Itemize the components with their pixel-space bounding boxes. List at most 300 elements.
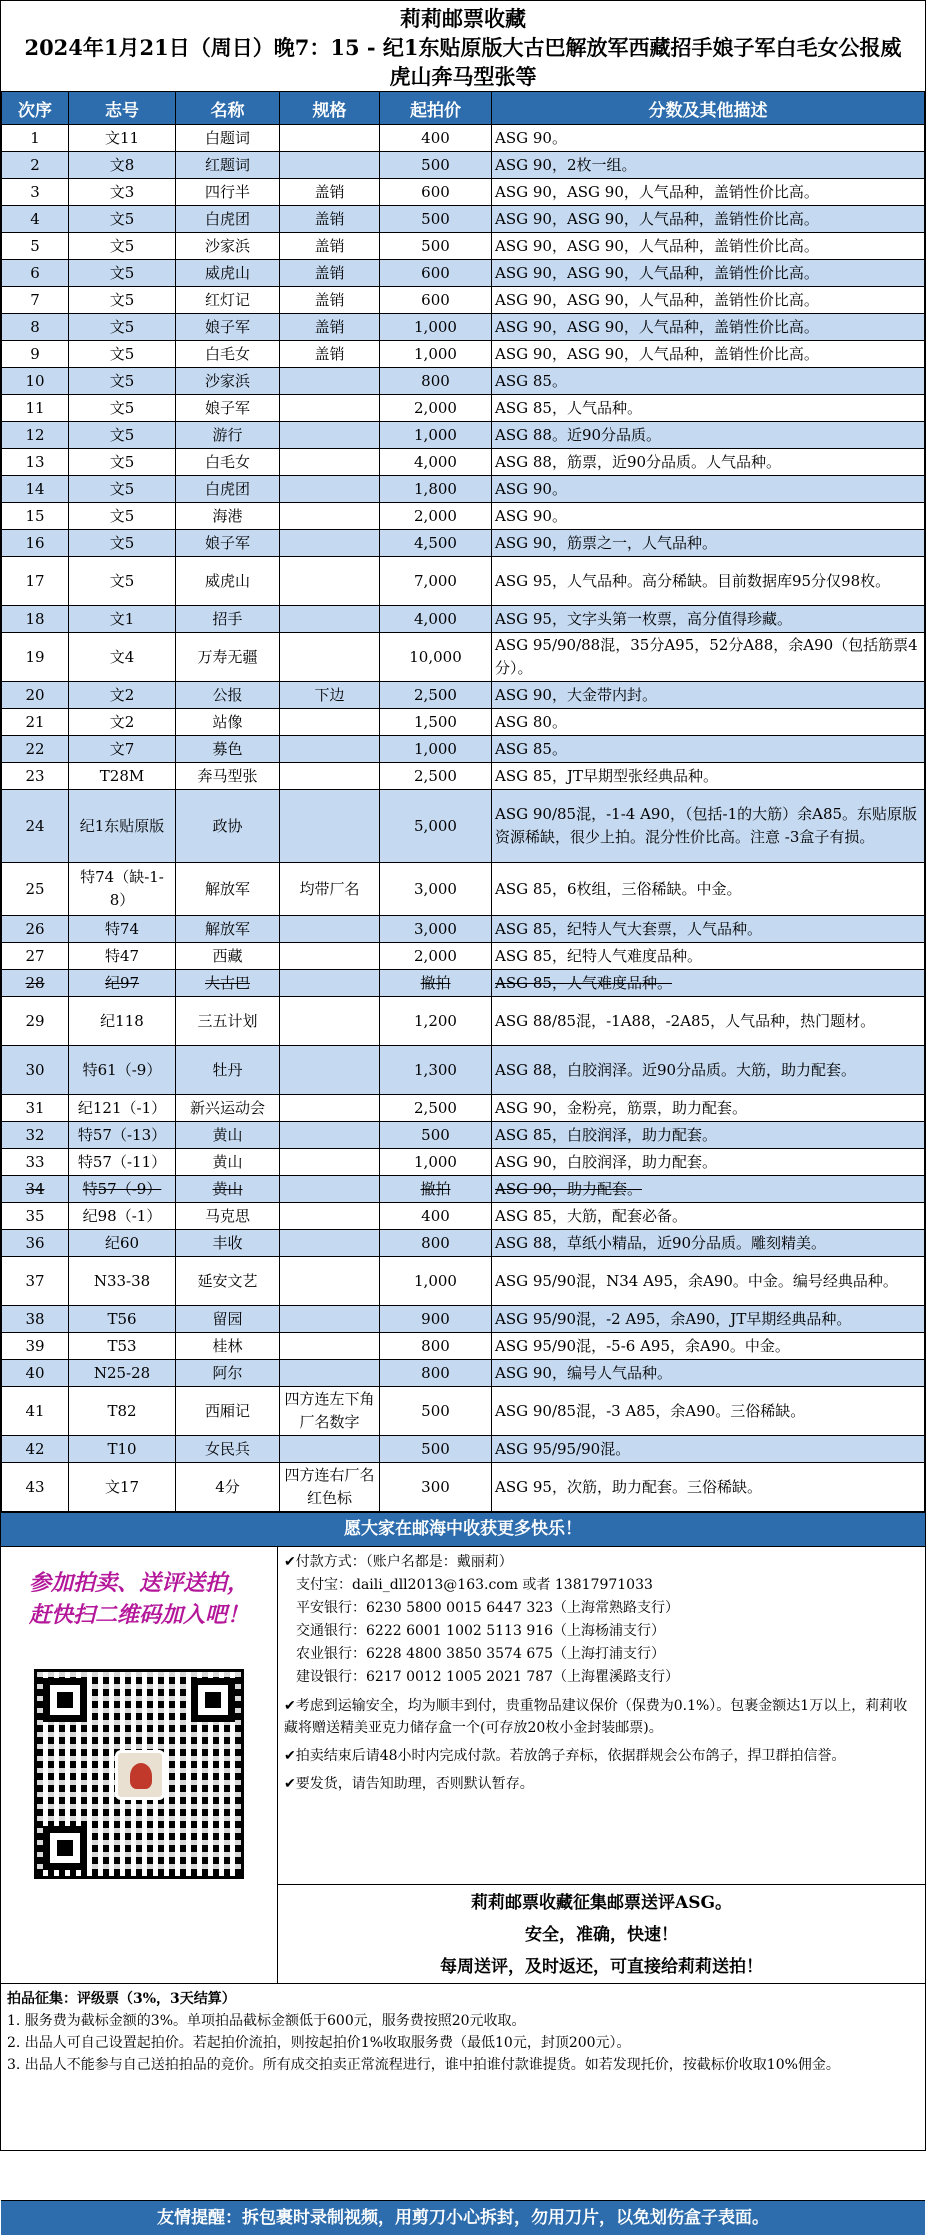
cell-name: 红灯记 [176, 287, 280, 314]
cell-no: 22 [2, 736, 69, 763]
table-row [2, 314, 925, 341]
cell-price: 300 [380, 1463, 492, 1512]
table-row [2, 206, 925, 233]
qr-code-icon[interactable] [34, 1669, 244, 1879]
cell-name: 白虎团 [176, 206, 280, 233]
cell-desc: ASG 90，ASG 90，人气品种，盖销性价比高。 [492, 260, 925, 287]
cell-no: 12 [2, 422, 69, 449]
cell-price: 2,000 [380, 395, 492, 422]
cell-name: 三五计划 [176, 997, 280, 1046]
cell-spec [280, 736, 380, 763]
table-row [2, 916, 925, 943]
table-row [2, 970, 925, 997]
cell-code: 文5 [69, 503, 176, 530]
cell-price: 400 [380, 125, 492, 152]
slogan-line1: 莉莉邮票收藏征集邮票送评ASG。 [471, 1893, 732, 1913]
cell-no: 34 [2, 1176, 69, 1203]
footer-reminder: 友情提醒：拆包裹时录制视频，用剪刀小心拆封，勿用刀片，以免划伤盒子表面。 [1, 2201, 925, 2235]
cell-spec: 盖销 [280, 233, 380, 260]
lots-table [1, 91, 925, 1512]
cell-price: 1,000 [380, 422, 492, 449]
cell-no: 33 [2, 1149, 69, 1176]
cell-no: 19 [2, 633, 69, 682]
cell-name: 沙家浜 [176, 368, 280, 395]
cell-desc: ASG 90，筋票之一，人气品种。 [492, 530, 925, 557]
cell-name: 白毛女 [176, 341, 280, 368]
cell-no: 15 [2, 503, 69, 530]
cell-no: 11 [2, 395, 69, 422]
cell-desc: ASG 95，人气品种。高分稀缺。目前数据库95分仅98枚。 [492, 557, 925, 606]
cell-no: 27 [2, 943, 69, 970]
cell-desc: ASG 90，助力配套。 [492, 1176, 925, 1203]
cell-price: 1,000 [380, 1149, 492, 1176]
cell-code: 文17 [69, 1463, 176, 1512]
cell-no: 24 [2, 790, 69, 863]
cell-no: 10 [2, 368, 69, 395]
cell-code: 文5 [69, 368, 176, 395]
cell-price: 10,000 [380, 633, 492, 682]
cell-no: 14 [2, 476, 69, 503]
cell-spec [280, 1149, 380, 1176]
cell-code: N33-38 [69, 1257, 176, 1306]
cell-price: 1,000 [380, 1257, 492, 1306]
cell-spec [280, 1176, 380, 1203]
cell-code: 文7 [69, 736, 176, 763]
cell-price: 600 [380, 179, 492, 206]
cell-desc: ASG 90，ASG 90，人气品种，盖销性价比高。 [492, 206, 925, 233]
cell-name: 红题词 [176, 152, 280, 179]
cell-name: 奔马型张 [176, 763, 280, 790]
consignment-item: 1. 服务费为截标金额的3%。单项拍品截标金额低于600元，服务费按照20元收取。 [7, 2013, 526, 2029]
cell-price: 600 [380, 260, 492, 287]
cell-price: 1,500 [380, 709, 492, 736]
table-row [2, 1046, 925, 1095]
cell-spec [280, 1203, 380, 1230]
cell-code: 特61（-9） [69, 1046, 176, 1095]
table-row [2, 1122, 925, 1149]
cell-desc: ASG 88，白胶润泽。近90分品质。大筋，助力配套。 [492, 1046, 925, 1095]
table-header-row [2, 92, 925, 125]
table-row [2, 763, 925, 790]
slogan-line3: 每周送评，及时返还，可直接给莉莉送拍！ [440, 1957, 763, 1977]
cell-no: 39 [2, 1333, 69, 1360]
cell-price: 4,500 [380, 530, 492, 557]
cell-price: 900 [380, 1306, 492, 1333]
cell-name: 4分 [176, 1463, 280, 1512]
auction-title-line2: 虎山奔马型张等 [389, 64, 537, 89]
table-row [2, 997, 925, 1046]
cell-spec [280, 606, 380, 633]
cell-spec [280, 1257, 380, 1306]
cell-name: 丰收 [176, 1230, 280, 1257]
cell-code: T10 [69, 1436, 176, 1463]
cell-code: 文2 [69, 709, 176, 736]
cell-spec [280, 125, 380, 152]
table-row [2, 1306, 925, 1333]
cell-desc: ASG 90，白胶润泽，助力配套。 [492, 1149, 925, 1176]
table-row [2, 1436, 925, 1463]
cell-no: 2 [2, 152, 69, 179]
cell-code: 文4 [69, 633, 176, 682]
cell-price: 800 [380, 368, 492, 395]
cell-desc: ASG 90，ASG 90，人气品种，盖销性价比高。 [492, 179, 925, 206]
cell-price: 800 [380, 1230, 492, 1257]
bank-line: 农业银行：6228 4800 3850 3574 675（上海打浦支行） [296, 1646, 666, 1662]
cell-name: 黄山 [176, 1122, 280, 1149]
table-row [2, 606, 925, 633]
cell-no: 37 [2, 1257, 69, 1306]
cell-no: 29 [2, 997, 69, 1046]
cell-price: 2,500 [380, 682, 492, 709]
cell-desc: ASG 85，JT早期型张经典品种。 [492, 763, 925, 790]
cell-desc: ASG 95/90/88混，35分A95，52分A88，余A90（包括筋票4分）。 [492, 633, 925, 682]
cell-code: 文5 [69, 395, 176, 422]
payment-info [278, 1547, 925, 1885]
cell-no: 40 [2, 1360, 69, 1387]
cell-code: 文5 [69, 449, 176, 476]
table-row [2, 503, 925, 530]
cell-desc: ASG 95/90混，-2 A95，余A90，JT早期经典品种。 [492, 1306, 925, 1333]
cell-spec [280, 943, 380, 970]
cell-code: 特74（缺-1-8） [69, 863, 176, 916]
info-section [1, 1547, 925, 1984]
cell-code: T53 [69, 1333, 176, 1360]
cell-name: 娘子军 [176, 395, 280, 422]
cell-price: 600 [380, 287, 492, 314]
cell-code: N25-28 [69, 1360, 176, 1387]
cell-spec: 四方连左下角厂名数字 [280, 1387, 380, 1436]
table-row [2, 395, 925, 422]
cell-desc: ASG 88，草纸小精品，近90分品质。雕刻精美。 [492, 1230, 925, 1257]
cell-code: 特47 [69, 943, 176, 970]
cell-code: 文8 [69, 152, 176, 179]
cell-code: 文5 [69, 476, 176, 503]
cell-code: 特57（-13） [69, 1122, 176, 1149]
cell-name: 延安文艺 [176, 1257, 280, 1306]
cell-desc: ASG 90/85混，-3 A85，余A90。三俗稀缺。 [492, 1387, 925, 1436]
cell-no: 18 [2, 606, 69, 633]
cell-code: T82 [69, 1387, 176, 1436]
cell-code: 文3 [69, 179, 176, 206]
cell-price: 5,000 [380, 790, 492, 863]
cell-spec: 盖销 [280, 314, 380, 341]
slogan-line2: 安全，准确，快速！ [525, 1925, 678, 1945]
cell-desc: ASG 85，人气难度品种。 [492, 970, 925, 997]
cell-desc: ASG 90，2枚一组。 [492, 152, 925, 179]
cell-no: 3 [2, 179, 69, 206]
cell-price: 4,000 [380, 606, 492, 633]
cell-code: 文1 [69, 606, 176, 633]
cell-desc: ASG 85，白胶润泽，助力配套。 [492, 1122, 925, 1149]
cell-desc: ASG 95/90混，N34 A95，余A90。中金。编号经典品种。 [492, 1257, 925, 1306]
qr-logo-icon [115, 1750, 165, 1800]
cell-spec [280, 970, 380, 997]
cell-code: T56 [69, 1306, 176, 1333]
table-row [2, 633, 925, 682]
cell-no: 20 [2, 682, 69, 709]
consignment-item: 2. 出品人可自己设置起拍价。若起拍价流拍，则按起拍价1%收取服务费（最低10元，封顶200元）。 [7, 2035, 631, 2051]
table-row [2, 682, 925, 709]
cell-desc: ASG 88/85混，-1A88，-2A85，人气品种，热门题材。 [492, 997, 925, 1046]
cell-no: 32 [2, 1122, 69, 1149]
cell-spec [280, 152, 380, 179]
cell-name: 解放军 [176, 863, 280, 916]
cell-desc: ASG 88，筋票，近90分品质。人气品种。 [492, 449, 925, 476]
cell-name: 解放军 [176, 916, 280, 943]
cell-name: 公报 [176, 682, 280, 709]
cell-code: 文11 [69, 125, 176, 152]
cell-name: 四行半 [176, 179, 280, 206]
cell-price: 1,200 [380, 997, 492, 1046]
cell-code: 文5 [69, 341, 176, 368]
cell-desc: ASG 95/95/90混。 [492, 1436, 925, 1463]
cell-code: 文5 [69, 530, 176, 557]
table-row [2, 260, 925, 287]
cell-desc: ASG 90，ASG 90，人气品种，盖销性价比高。 [492, 341, 925, 368]
bank-line: 交通银行：6222 6001 1002 5113 916（上海杨浦支行） [296, 1623, 666, 1639]
cell-code: 特74 [69, 916, 176, 943]
cell-name: 白题词 [176, 125, 280, 152]
table-row [2, 341, 925, 368]
title-block [1, 1, 925, 91]
consignment-terms [1, 1984, 925, 2201]
cell-code: 纪118 [69, 997, 176, 1046]
cell-price: 1,000 [380, 314, 492, 341]
table-row [2, 557, 925, 606]
cell-name: 新兴运动会 [176, 1095, 280, 1122]
cell-no: 38 [2, 1306, 69, 1333]
cell-price: 4,000 [380, 449, 492, 476]
cell-desc: ASG 90，大金带内封。 [492, 682, 925, 709]
cell-no: 4 [2, 206, 69, 233]
table-row [2, 152, 925, 179]
cell-desc: ASG 90，ASG 90，人气品种，盖销性价比高。 [492, 233, 925, 260]
cell-spec: 下边 [280, 682, 380, 709]
table-row [2, 1333, 925, 1360]
cell-spec [280, 763, 380, 790]
auction-title-line1: 2024年1月21日（周日）晚7：15 - 纪1东贴原版大古巴解放军西藏招手娘子军白毛女公报威 [24, 35, 902, 60]
cell-spec [280, 790, 380, 863]
consignment-item: 3. 出品人不能参与自己送拍拍品的竞价。所有成交拍卖正常流程进行，谁中拍谁付款谁提货。如若发现托价，按截标价收取10%佣金。 [7, 2057, 840, 2073]
cell-price: 500 [380, 206, 492, 233]
table-row [2, 422, 925, 449]
col-header-spec: 规格 [280, 92, 380, 125]
wish-bar: 愿大家在邮海中收获更多快乐！ [1, 1512, 925, 1547]
table-row [2, 287, 925, 314]
cell-no: 43 [2, 1463, 69, 1512]
cell-desc: ASG 85，人气品种。 [492, 395, 925, 422]
cell-name: 站像 [176, 709, 280, 736]
cell-spec: 均带厂名 [280, 863, 380, 916]
cell-spec [280, 530, 380, 557]
cell-spec [280, 395, 380, 422]
cell-code: 文5 [69, 260, 176, 287]
cell-price: 800 [380, 1333, 492, 1360]
payment-head: ✔付款方式：（账户名都是：戴丽莉） [284, 1554, 513, 1570]
table-row [2, 368, 925, 395]
cell-price: 500 [380, 1387, 492, 1436]
table-row [2, 125, 925, 152]
cell-name: 娘子军 [176, 314, 280, 341]
consignment-head: 拍品征集：评级票（3%，3天结算） [7, 1991, 236, 2007]
cell-name: 威虎山 [176, 260, 280, 287]
table-row [2, 863, 925, 916]
cell-desc: ASG 90。 [492, 125, 925, 152]
cell-desc: ASG 95/90混，-5-6 A95，余A90。中金。 [492, 1333, 925, 1360]
table-row [2, 449, 925, 476]
col-header-price: 起拍价 [380, 92, 492, 125]
cell-desc: ASG 88。近90分品质。 [492, 422, 925, 449]
cell-code: 文5 [69, 206, 176, 233]
cell-price: 2,000 [380, 503, 492, 530]
cell-desc: ASG 90，编号人气品种。 [492, 1360, 925, 1387]
table-row [2, 233, 925, 260]
cell-spec: 盖销 [280, 206, 380, 233]
cell-price: 500 [380, 233, 492, 260]
cell-name: 西藏 [176, 943, 280, 970]
cell-code: 文5 [69, 314, 176, 341]
cell-name: 沙家浜 [176, 233, 280, 260]
cell-price: 2,000 [380, 943, 492, 970]
cell-price: 2,500 [380, 763, 492, 790]
cell-spec [280, 997, 380, 1046]
cell-code: 纪1东贴原版 [69, 790, 176, 863]
cell-code: 纪60 [69, 1230, 176, 1257]
cell-price: 3,000 [380, 916, 492, 943]
cell-desc: ASG 80。 [492, 709, 925, 736]
cell-spec [280, 449, 380, 476]
cell-no: 31 [2, 1095, 69, 1122]
cell-spec: 盖销 [280, 341, 380, 368]
cell-name: 留园 [176, 1306, 280, 1333]
cell-desc: ASG 85。 [492, 368, 925, 395]
cell-spec [280, 557, 380, 606]
table-row [2, 1360, 925, 1387]
table-row [2, 1463, 925, 1512]
cell-spec: 盖销 [280, 260, 380, 287]
payment-panel [278, 1547, 925, 1983]
cell-spec [280, 1046, 380, 1095]
cell-name: 马克思 [176, 1203, 280, 1230]
col-header-desc: 分数及其他描述 [492, 92, 925, 125]
cell-spec [280, 1333, 380, 1360]
cell-name: 万寿无疆 [176, 633, 280, 682]
cell-code: 文5 [69, 233, 176, 260]
cell-no: 35 [2, 1203, 69, 1230]
cell-no: 7 [2, 287, 69, 314]
cell-spec [280, 1306, 380, 1333]
table-row [2, 1095, 925, 1122]
cell-no: 25 [2, 863, 69, 916]
cell-desc: ASG 85，6枚组，三俗稀缺。中金。 [492, 863, 925, 916]
cell-name: 黄山 [176, 1176, 280, 1203]
alipay-line: 支付宝：daili_dll2013@163.com 或者 13817971033 [296, 1577, 653, 1593]
cell-price: 1,000 [380, 736, 492, 763]
cell-no: 6 [2, 260, 69, 287]
cell-code: 文2 [69, 682, 176, 709]
shop-title: 莉莉邮票收藏 [400, 6, 526, 31]
cell-desc: ASG 85，纪特人气大套票，人气品种。 [492, 916, 925, 943]
cell-desc: ASG 85，大筋，配套必备。 [492, 1203, 925, 1230]
cell-no: 8 [2, 314, 69, 341]
cell-spec: 盖销 [280, 287, 380, 314]
cell-name: 黄山 [176, 1149, 280, 1176]
promo-line1: 参加拍卖、送评送拍， [28, 1570, 249, 1596]
cell-price: 撤拍 [380, 1176, 492, 1203]
cell-desc: ASG 85。 [492, 736, 925, 763]
cell-spec [280, 503, 380, 530]
table-row [2, 1387, 925, 1436]
cell-spec [280, 1095, 380, 1122]
col-header-code: 志号 [69, 92, 176, 125]
cell-name: 募色 [176, 736, 280, 763]
table-row [2, 530, 925, 557]
cell-code: 特57（-9） [69, 1176, 176, 1203]
cell-desc: ASG 90，ASG 90，人气品种，盖销性价比高。 [492, 287, 925, 314]
table-row [2, 1230, 925, 1257]
cell-code: 纪121（-1） [69, 1095, 176, 1122]
cell-spec [280, 1122, 380, 1149]
cell-no: 28 [2, 970, 69, 997]
table-row [2, 709, 925, 736]
cell-no: 21 [2, 709, 69, 736]
cell-price: 3,000 [380, 863, 492, 916]
slogan-block [278, 1885, 925, 1983]
cell-spec [280, 1230, 380, 1257]
cell-name: 大古巴 [176, 970, 280, 997]
cell-no: 42 [2, 1436, 69, 1463]
cell-no: 5 [2, 233, 69, 260]
cell-price: 1,300 [380, 1046, 492, 1095]
cell-price: 1,000 [380, 341, 492, 368]
cell-price: 500 [380, 152, 492, 179]
cell-no: 36 [2, 1230, 69, 1257]
cell-spec [280, 368, 380, 395]
cell-price: 1,800 [380, 476, 492, 503]
cell-spec [280, 709, 380, 736]
promo-panel [1, 1547, 278, 1983]
cell-name: 海港 [176, 503, 280, 530]
cell-code: 纪98（-1） [69, 1203, 176, 1230]
table-row [2, 179, 925, 206]
cell-name: 威虎山 [176, 557, 280, 606]
cell-spec [280, 633, 380, 682]
cell-name: 娘子军 [176, 530, 280, 557]
cell-code: 文5 [69, 557, 176, 606]
delivery-note: ✔要发货，请告知助理，否则默认暂存。 [284, 1776, 534, 1792]
cell-code: 特57（-11） [69, 1149, 176, 1176]
shipping-note: ✔考虑到运输安全，均为顺丰到付，贵重物品建议保价（保费为0.1%）。包裹金额达1万以上，莉莉收藏将赠送精美亚克力储存盒一个(可存放20枚小金封装邮票)。 [284, 1698, 908, 1736]
bank-line: 建设银行：6217 0012 1005 2021 787（上海瞿溪路支行） [296, 1669, 680, 1685]
cell-code: 文5 [69, 287, 176, 314]
cell-name: 白毛女 [176, 449, 280, 476]
cell-name: 政协 [176, 790, 280, 863]
cell-price: 7,000 [380, 557, 492, 606]
cell-desc: ASG 90。 [492, 476, 925, 503]
bank-line: 平安银行：6230 5800 0015 6447 323（上海常熟路支行） [296, 1600, 680, 1616]
table-row [2, 1203, 925, 1230]
cell-desc: ASG 90。 [492, 503, 925, 530]
cell-no: 23 [2, 763, 69, 790]
table-row [2, 790, 925, 863]
table-row [2, 943, 925, 970]
cell-no: 30 [2, 1046, 69, 1095]
cell-spec [280, 422, 380, 449]
lots-body [2, 125, 925, 1512]
cell-no: 9 [2, 341, 69, 368]
cell-no: 13 [2, 449, 69, 476]
payment-deadline-note: ✔拍卖结束后请48小时内完成付款。若放鸽子弃标，依据群规会公布鸽子，捍卫群拍信誉。 [284, 1748, 846, 1764]
